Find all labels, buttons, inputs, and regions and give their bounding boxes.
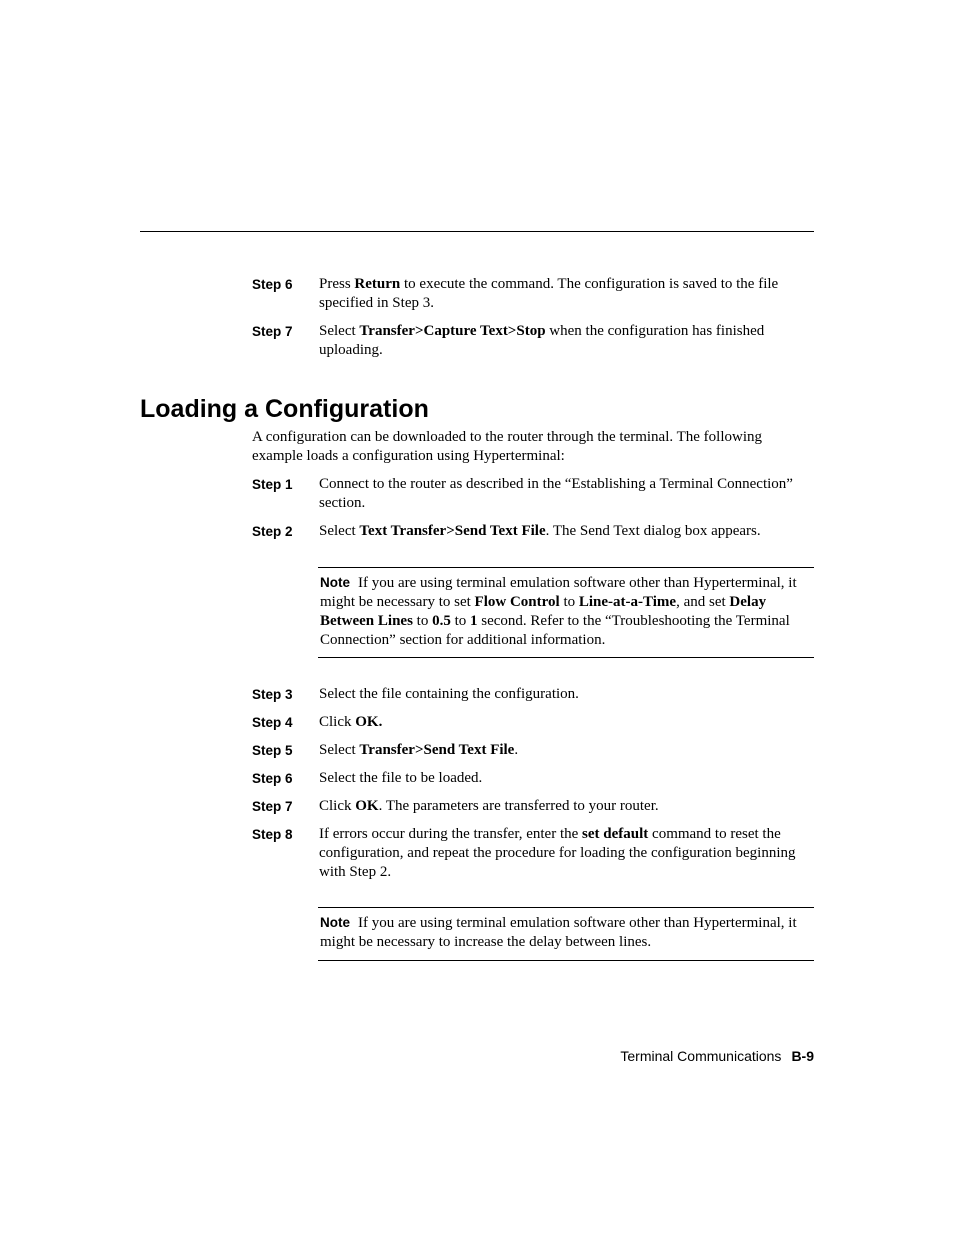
bold-term: OK. [355, 714, 383, 730]
text-run: Select [319, 742, 360, 758]
step-item [252, 713, 814, 732]
step-label: Step 2 [252, 524, 293, 539]
text-run: . The Send Text dialog box appears. [545, 523, 761, 539]
text-run: Click [319, 714, 356, 730]
step-label: Step 3 [252, 687, 293, 702]
text-run: to execute the command. The configuration is saved to the file specified in Step 3. [319, 276, 779, 311]
step-label: Step 1 [252, 477, 293, 492]
step-text [319, 769, 814, 788]
text-run: to [412, 613, 433, 629]
step-item [252, 322, 814, 360]
text-run: , and set [676, 594, 730, 610]
step-item [252, 685, 814, 704]
note-box-1 [318, 567, 814, 658]
bold-term: Delay Between Lines [320, 594, 767, 629]
step-text [319, 522, 814, 541]
text-run: command to reset the configuration, and repeat the procedure for loading the configuration beginning with Step 2. [319, 826, 796, 880]
step-label: Step 7 [252, 799, 293, 814]
step-text [319, 741, 814, 760]
text-run: Connect to the router as described in the “Establishing a Terminal Connection” section. [319, 476, 793, 511]
step-text [319, 475, 814, 513]
step-label: Step 6 [252, 277, 293, 292]
note-box-2 [318, 907, 814, 961]
step-text [319, 825, 814, 882]
note-1-text [318, 568, 814, 650]
step-item [252, 475, 814, 513]
bold-term: Line-at-a-Time [578, 594, 677, 610]
step-item [252, 275, 814, 313]
step-item [252, 825, 814, 882]
bold-term: 0.5 [432, 613, 451, 629]
step-text [319, 275, 814, 313]
text-run: If errors occur during the transfer, enter the [319, 826, 583, 842]
text-run: second. Refer to the “Troubleshooting the Terminal Connection” section for additional information. [320, 613, 790, 648]
text-run: . [514, 742, 519, 758]
bold-term: Transfer>Capture Text>Stop [359, 323, 546, 339]
bold-term: Flow Control [474, 594, 560, 610]
step-label: Step 6 [252, 771, 293, 786]
text-run: to [559, 594, 579, 610]
footer-title: Terminal Communications [620, 1048, 782, 1064]
text-run: Select the file to be loaded. [319, 770, 483, 786]
step-text [319, 797, 814, 816]
bold-term: OK [355, 798, 379, 814]
section-title: Loading a Configuration [140, 395, 429, 423]
note-label: Note [320, 915, 350, 930]
bold-term: 1 [470, 613, 478, 629]
text-run: Select the file containing the configuration. [319, 686, 579, 702]
step-item [252, 522, 814, 541]
intro-paragraph: A configuration can be downloaded to the router through the terminal. The following example loads a configuration using Hyperterminal: [252, 429, 763, 464]
text-run: Press [319, 276, 355, 292]
step-text [319, 713, 814, 732]
header-rule [140, 231, 814, 232]
text-run: . The parameters are transferred to your router. [378, 798, 659, 814]
step-label: Step 5 [252, 743, 293, 758]
step-item [252, 797, 814, 816]
text-run: If you are using terminal emulation software other than Hyperterminal, it might be necessary to increase the delay between lines. [320, 915, 797, 950]
bold-term: Text Transfer>Send Text File [359, 523, 546, 539]
page-footer [620, 1047, 814, 1065]
bold-term: set default [582, 826, 649, 842]
bold-term: Transfer>Send Text File [359, 742, 515, 758]
page-number: B-9 [791, 1048, 814, 1064]
step-item [252, 769, 814, 788]
bold-term: Return [354, 276, 401, 292]
text-run: Select [319, 323, 360, 339]
text-run: Click [319, 798, 356, 814]
step-text [319, 322, 814, 360]
text-run: If you are using terminal emulation software other than Hyperterminal, it might be necessary to set [320, 575, 797, 610]
step-text [319, 685, 814, 704]
text-run: to [450, 613, 471, 629]
text-run: Select [319, 523, 360, 539]
step-label: Step 7 [252, 324, 293, 339]
note-label: Note [320, 575, 350, 590]
note-2-text [318, 908, 814, 952]
step-label: Step 4 [252, 715, 293, 730]
text-run: when the configuration has finished uploading. [319, 323, 765, 358]
step-label: Step 8 [252, 827, 293, 842]
step-item [252, 741, 814, 760]
